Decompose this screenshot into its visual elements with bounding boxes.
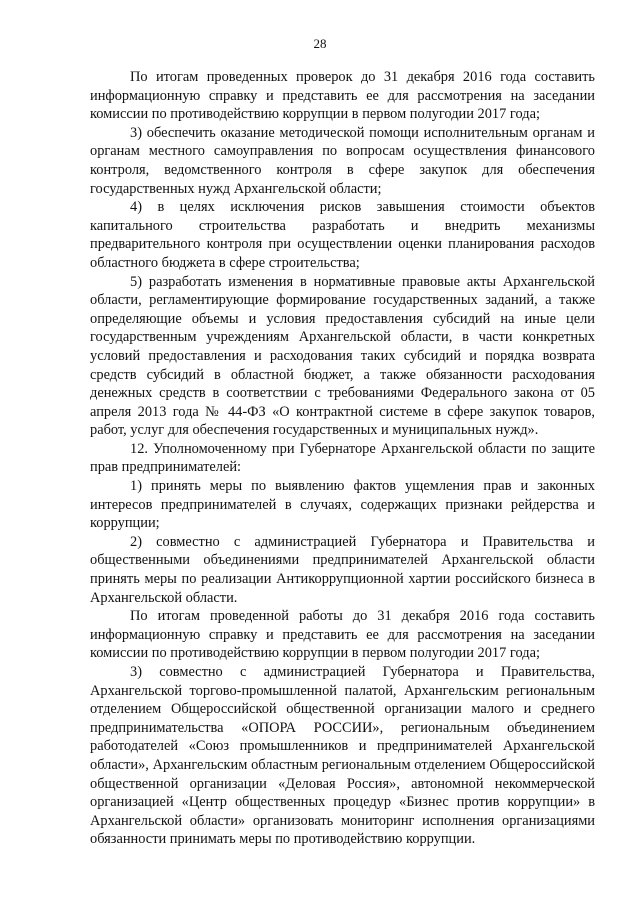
paragraph-item-1-raiding: 1) принять меры по выявлению фактов ущемления прав и законных интересов предпринимателей в случаях, содержащих признаки рейдерства и коррупции;	[90, 478, 595, 532]
paragraph-work-report: По итогам проведенной работы до 31 декабря 2016 года составить информационную справку и представить ее для рассмотрения на заседании комиссии по противодействию коррупции в первом полугодии 2017 года;	[90, 608, 595, 662]
paragraph-inspection-report: По итогам проведенных проверок до 31 декабря 2016 года составить информационную справку и представить ее для рассмотрения на заседании комиссии по противодействию коррупции в первом полугодии 2017 года;	[90, 69, 595, 123]
paragraph-item-3-methodical-help: 3) обеспечить оказание методической помощи исполнительным органам и органам местного самоуправления по вопросам осуществления финансового контроля, ведомственного контроля в сфере закупок для обеспечения государственных нужд Архангельской области;	[90, 124, 595, 197]
document-body	[90, 68, 595, 849]
page-number: 28	[313, 36, 327, 51]
paragraph-item-5-normative-acts: 5) разработать изменения в нормативные правовые акты Архангельской области, регламентирующие формирование государственных заданий, а также определяющие объемы и условия предоставления субсидий на иные цели государственным учреждениям Архангельской области, в части конкретных условий предоставления и расходования таких субсидий и порядка возврата средств субсидий в областной бюджет, а также обязанности расходования денежных средств в соответствии с требованиями Федерального закона от 05 апреля 2013 года № 44-ФЗ «О контрактной системе в сфере закупок товаров, работ, услуг для обеспечения государственных и муниципальных нужд».	[90, 273, 595, 439]
paragraph-item-3-monitoring: 3) совместно с администрацией Губернатора и Правительства, Архангельской торгово-промышленной палатой, Архангельским региональным отделением Общероссийской общественной организации малого и среднего предпринимательства «ОПОРА РОССИИ», региональным объединением работодателей «Союз промышленников и предпринимателей Архангельской области», Архангельским областным региональным отделением Общероссийской общественной организации «Деловая Россия», автономной некоммерческой организацией «Центр общественных процедур «Бизнес против коррупции» в Архангельской области» организовать мониторинг исполнения организациями обязанности принимать меры по противодействию коррупции.	[90, 664, 595, 848]
paragraph-section-12-ombudsman: 12. Уполномоченному при Губернаторе Архангельской области по защите прав предпринимателей:	[90, 440, 595, 476]
paragraph-item-4-construction-control: 4) в целях исключения рисков завышения стоимости объектов капитального строительства разработать и внедрить механизмы предварительного контроля при осуществлении оценки планирования расходов областного бюджета в сфере строительства;	[90, 199, 595, 271]
paragraph-item-2-anticorruption-charter: 2) совместно с администрацией Губернатора и Правительства и общественными объединениями предпринимателей Архангельской области принять меры по реализации Антикоррупционной хартии российского бизнеса в Архангельской области.	[90, 533, 595, 606]
